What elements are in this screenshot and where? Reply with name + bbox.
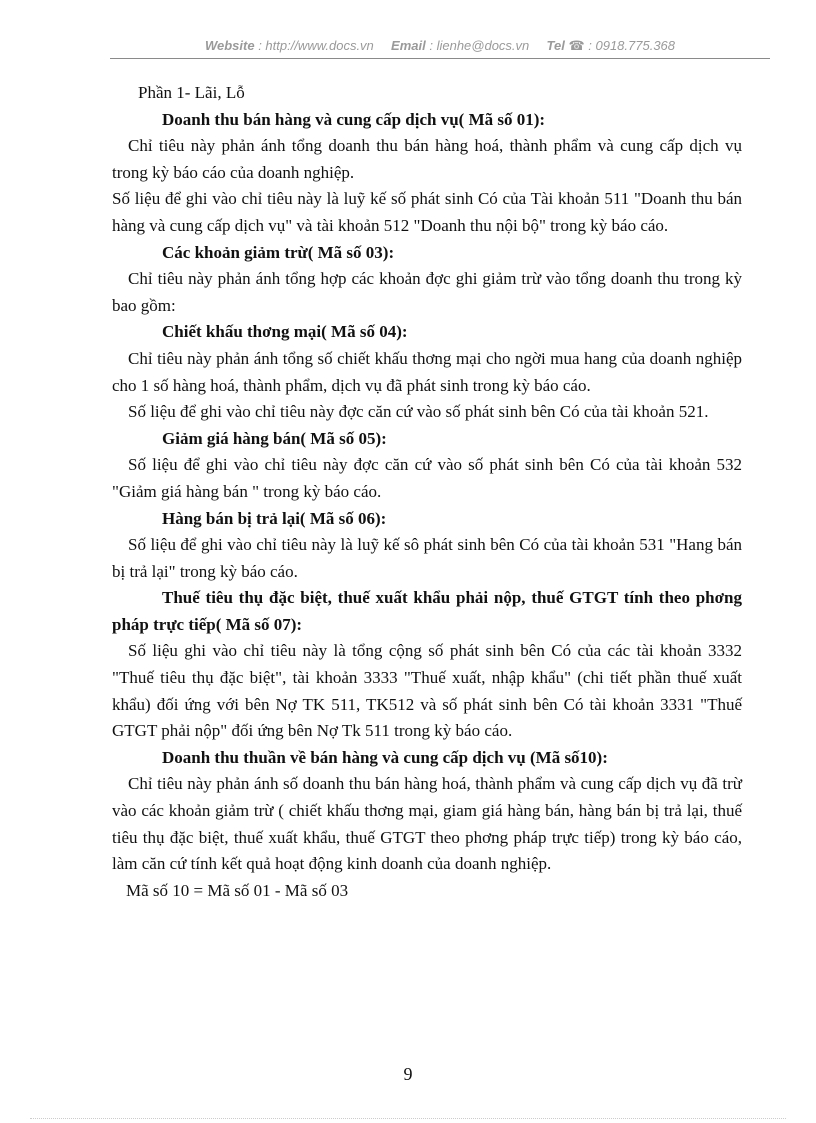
tel-label: Tel — [546, 38, 565, 53]
paragraph: Số liệu để ghi vào chỉ tiêu này là luỹ kế số phát sinh Có của Tài khoản 511 "Doanh thu bán hàng và cung cấp dịch vụ" và tài khoản 512 "Doanh thu nội bộ" trong kỳ báo cáo. — [112, 189, 742, 235]
section-heading: Chiết khấu thơng mại( Mã số 04): — [162, 322, 408, 342]
section-heading: Doanh thu bán hàng và cung cấp dịch vụ( Mã số 01): — [162, 109, 546, 129]
part-title: Phần 1- Lãi, Lỗ — [138, 83, 245, 102]
paragraph: Chỉ tiêu này phản ánh tổng số chiết khấu thơng mại cho ngời mua hang của doanh nghiệp cho 1 số hàng hoá, thành phẩm, dịch vụ đã phát sinh trong kỳ báo cáo. — [112, 348, 742, 395]
email-address: : lienhe@docs.vn — [429, 38, 530, 53]
formula: Mã số 10 = Mã số 01 - Mã số 03 — [126, 880, 349, 900]
paragraph: Chỉ tiêu này phản ánh tổng doanh thu bán hàng hoá, thành phẩm và cung cấp dịch vụ trong kỳ báo cáo của doanh nghiệp. — [112, 136, 742, 182]
section-heading: Giảm giá hàng bán( Mã số 05): — [162, 428, 387, 448]
section-heading: Doanh thu thuần về bán hàng và cung cấp dịch vụ (Mã số10): — [162, 747, 608, 767]
page-header — [110, 38, 770, 54]
section-heading: Các khoản giảm trừ( Mã số 03): — [162, 242, 395, 262]
paragraph: Số liệu để ghi vào chỉ tiêu này là luỹ kế sô phát sinh bên Có của tài khoản 531 "Hang bán bị trả lại" trong kỳ báo cáo. — [112, 535, 742, 581]
website-url: : http://www.docs.vn — [258, 38, 374, 53]
paragraph: Chỉ tiêu này phản ánh tổng hợp các khoản đợc ghi giảm trừ vào tổng doanh thu trong kỳ bao gồm: — [112, 269, 742, 315]
page-number: 9 — [403, 1064, 413, 1084]
paragraph: Số liệu để ghi vào chỉ tiêu này đợc căn cứ vào số phát sinh bên Có của tài khoản 532 "Giảm giá hàng bán " trong kỳ báo cáo. — [112, 455, 742, 501]
section-heading: Hàng bán bị trả lại( Mã số 06): — [162, 508, 387, 528]
paragraph: Số liệu ghi vào chỉ tiêu này là tổng cộng số phát sinh bên Có của các tài khoản 3332 "Thuế tiêu thụ đặc biệt", tài khoản 3333 "Thuế xuất, nhập khẩu" (chi tiết phần thuế xuất khẩu) đối ứng với bên Nợ TK 511, TK512 và số phát sinh bên Có tài khoản 3331 "Thuế GTGT phải nộp" đối ứng bên Nợ Tk 511 trong kỳ báo cáo. — [112, 641, 742, 741]
paragraph: Số liệu để ghi vào chỉ tiêu này đợc căn cứ vào số phát sinh bên Có của tài khoản 521. — [128, 402, 709, 422]
section-heading: Thuế tiêu thụ đặc biệt, thuế xuất khẩu phải nộp, thuế GTGT tính theo phơng pháp trực tiếp( Mã số 07): — [112, 588, 742, 634]
email-label: Email — [391, 38, 426, 53]
header-divider — [110, 58, 770, 59]
page-bottom-border — [30, 1118, 786, 1119]
website-label: Website — [204, 38, 255, 53]
paragraph: Chỉ tiêu này phản ánh số doanh thu bán hàng hoá, thành phẩm và cung cấp dịch vụ đã trừ vào các khoản giảm trừ ( chiết khấu thơng mại, giam giá hàng bán, hàng bán bị trả lại, thuế tiêu thụ đặc biệt, thuế xuất khẩu, thuế GTGT theo phơng pháp trực tiếp) trong kỳ báo cáo, làm căn cứ tính kết quả hoạt động kinh doanh của doanh nghiệp. — [112, 774, 742, 874]
tel-number: ☎ : 0918.775.368 — [568, 38, 676, 53]
document-body — [112, 80, 742, 904]
